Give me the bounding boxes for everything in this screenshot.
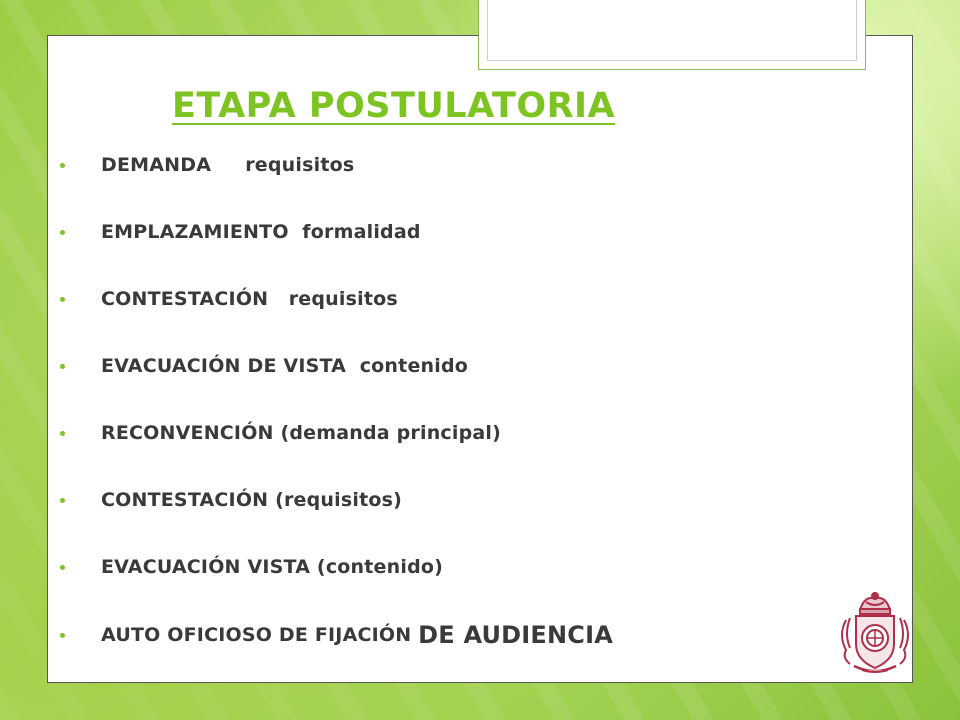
list-item-text: RECONVENCIÓN (demanda principal) (101, 422, 502, 444)
list-item-text: EMPLAZAMIENTO formalidad (101, 221, 421, 243)
list-item (58, 282, 398, 316)
list-item-text: EVACUACIÓN DE VISTA contenido (101, 355, 469, 377)
list-item-emphasis: DE AUDIENCIA (418, 621, 614, 649)
list-item-text: DEMANDA requisitos (101, 154, 355, 176)
bullet-icon (60, 297, 65, 302)
list-item (58, 148, 354, 182)
list-item (58, 416, 501, 450)
list-item (58, 349, 468, 383)
slide-title: ETAPA POSTULATORIA (172, 86, 616, 126)
list-item-text: AUTO OFICIOSO DE FIJACIÓN (101, 624, 419, 646)
bullet-icon (60, 230, 65, 235)
bullet-icon (60, 633, 65, 638)
bullet-icon (60, 498, 65, 503)
list-item (58, 215, 421, 249)
bullet-icon (60, 565, 65, 570)
list-item (58, 550, 443, 584)
bullet-icon (60, 163, 65, 168)
list-item (58, 618, 613, 652)
decorative-tab (478, 0, 866, 70)
list-item-text: EVACUACIÓN VISTA (contenido) (101, 556, 444, 578)
bullet-icon (60, 431, 65, 436)
crest-emblem-icon (836, 590, 914, 676)
list-item (58, 483, 402, 517)
list-item-text: CONTESTACIÓN (requisitos) (101, 489, 403, 511)
list-item-text: CONTESTACIÓN requisitos (101, 288, 398, 310)
bullet-icon (60, 364, 65, 369)
